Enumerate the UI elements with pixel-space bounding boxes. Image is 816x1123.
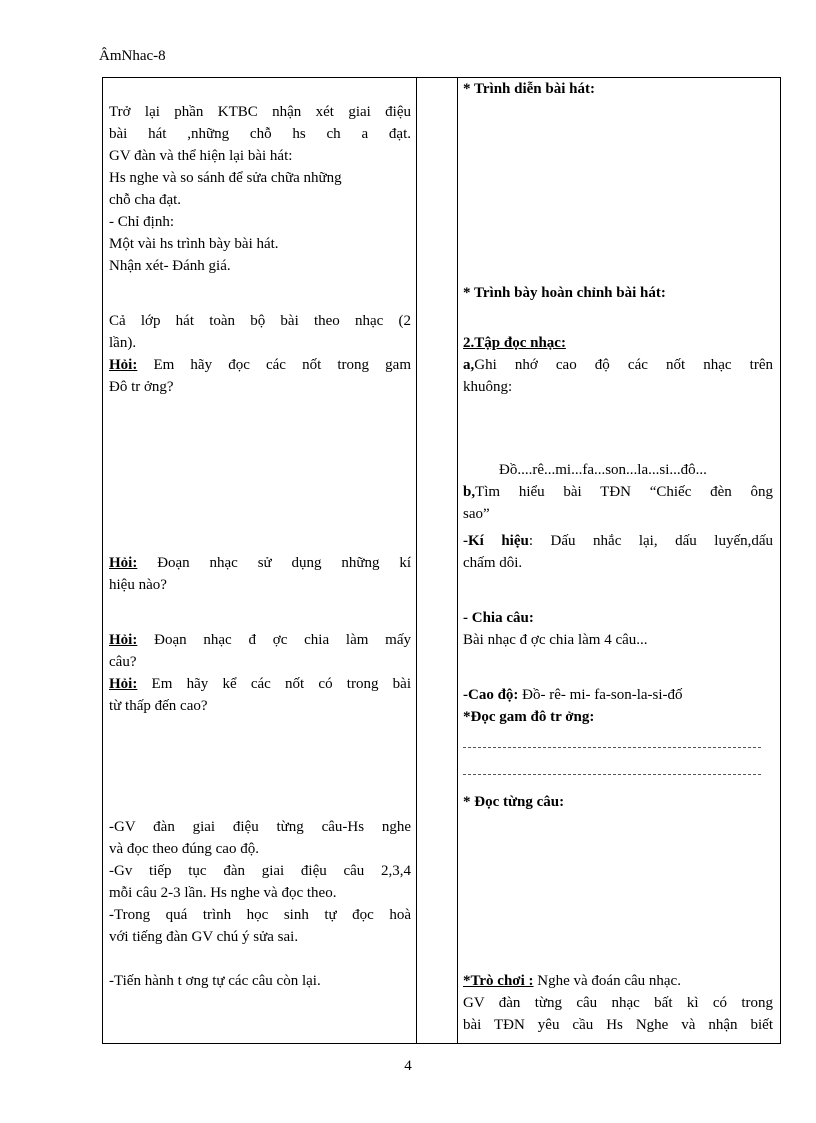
right-line: sao” [463, 506, 490, 522]
question-2 [109, 552, 411, 574]
question-text: Đoạn nhạc sử dụng những kí [137, 555, 411, 571]
left-line: từ thấp đến cao? [109, 698, 208, 714]
item-label: a, [463, 357, 475, 373]
question-label: Hỏi: [109, 632, 138, 648]
question-label: Hỏi: [109, 357, 138, 373]
right-line: khuông: [463, 379, 513, 395]
question-text: Đoạn nhạc đ ợc chia làm mấy [137, 632, 411, 648]
content-column [458, 78, 780, 1043]
left-line: lần). [109, 335, 137, 351]
left-line: câu? [109, 654, 137, 670]
question-4 [109, 673, 411, 695]
left-line: -GV đàn giai điệu từng câu-Hs nghe [109, 819, 411, 835]
left-line: - Chỉ định: [109, 214, 175, 230]
item-label: -Kí hiệu [463, 533, 529, 549]
item-text: Tìm hiểu bài TĐN “Chiếc đèn ông [475, 484, 773, 500]
item-b [463, 481, 773, 503]
item-text: Đồ- rê- mi- fa-son-la-si-đố [518, 687, 683, 703]
item-label: b, [463, 484, 476, 500]
section-heading: * Đọc từng câu: [463, 794, 565, 810]
left-line: -Gv tiếp tục đàn giai điệu câu 2,3,4 [109, 863, 411, 879]
left-line: Trở lại phần KTBC nhận xét giai điệu [109, 104, 411, 120]
item-text: Ghi nhớ cao độ các nốt nhạc trên [474, 357, 773, 373]
left-line: Nhận xét- Đánh giá. [109, 258, 231, 274]
item-text: : Dấu nhắc lại, dấu luyến,dấu [528, 533, 774, 549]
left-line: chỗ cha đạt. [109, 192, 182, 208]
question-label: Hỏi: [109, 555, 138, 571]
item-a [463, 354, 773, 376]
teacher-activity-column [103, 78, 416, 1043]
right-line: chấm dôi. [463, 555, 523, 571]
left-line: Cả lớp hát toàn bộ bài theo nhạc (2 [109, 313, 411, 329]
item-text: Nghe và đoán câu nhạc. [533, 973, 681, 989]
item-label: -Cao độ: [463, 687, 519, 703]
section-heading: 2.Tập đọc nhạc: [463, 335, 566, 351]
section-heading: *Đọc gam đô tr ởng: [463, 709, 595, 725]
left-line: Một vài hs trình bày bài hát. [109, 236, 279, 252]
right-line: Bài nhạc đ ợc chia làm 4 câu... [463, 632, 648, 648]
question-3 [109, 629, 411, 651]
empty-middle-column [416, 78, 458, 1043]
note-names: Đồ....rê...mi...fa...son...la...si...đô... [499, 462, 707, 478]
blank-line [463, 747, 761, 748]
right-line: GV đàn từng câu nhạc bất kì có trong [463, 995, 773, 1011]
left-line: GV đàn và thể hiện lại bài hát: [109, 148, 293, 164]
left-line: Đô tr ởng? [109, 379, 174, 395]
right-line: bài TĐN yêu cầu Hs Nghe và nhận biết [463, 1017, 773, 1033]
blank-line [463, 774, 761, 775]
left-line: hiệu nào? [109, 577, 167, 593]
left-line: -Tiến hành t ơng tự các câu còn lại. [109, 973, 321, 989]
section-heading: * Trình diễn bài hát: [463, 81, 595, 97]
question-text: Em hãy đọc các nốt trong gam [137, 357, 411, 373]
question-label: Hỏi: [109, 676, 138, 692]
section-heading: - Chia câu: [463, 610, 534, 626]
lesson-table [102, 77, 781, 1044]
left-line: Hs nghe và so sánh để sửa chữa những [109, 170, 342, 186]
item-game [463, 970, 681, 992]
left-line: bài hát ,những chỗ hs ch a đạt. [109, 126, 411, 142]
item-symbols [463, 530, 773, 552]
left-line: với tiếng đàn GV chú ý sửa sai. [109, 929, 299, 945]
document-header: ÂmNhac-8 [99, 48, 166, 64]
left-line: và đọc theo đúng cao độ. [109, 841, 259, 857]
item-pitch [463, 684, 683, 706]
page-number: 4 [404, 1058, 412, 1074]
left-line: -Trong quá trình học sinh tự đọc hoà [109, 907, 411, 923]
question-1 [109, 354, 411, 376]
item-label: *Trò chơi : [463, 973, 534, 989]
left-line: mỗi câu 2-3 lần. Hs nghe và đọc theo. [109, 885, 337, 901]
section-heading: * Trình bày hoàn chỉnh bài hát: [463, 285, 666, 301]
question-text: Em hãy kể các nốt có trong bài [137, 676, 411, 692]
